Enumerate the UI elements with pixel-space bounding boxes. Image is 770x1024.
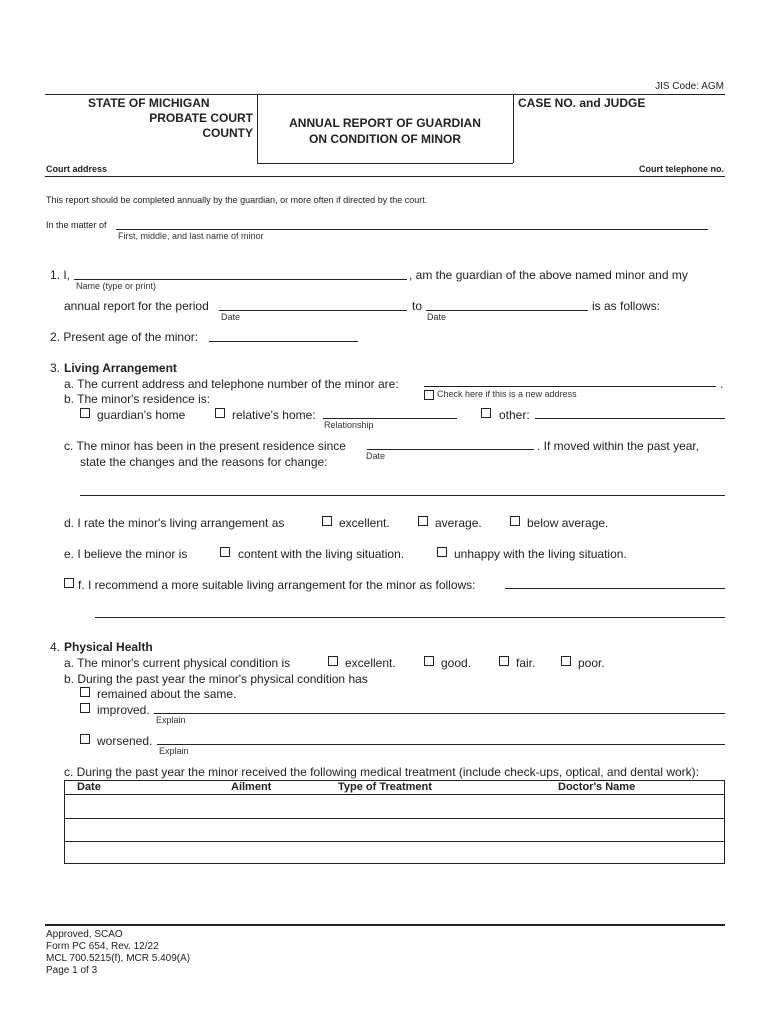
header-divider [257,94,258,163]
guardian-name-field[interactable] [74,279,407,280]
instruction-text: This report should be completed annually by the guardian, or more often if directed by the court. [46,195,428,205]
guardian-name-caption: Name (type or print) [76,281,157,291]
follows-label: is as follows: [592,299,661,313]
worsened-explain-caption: Explain [159,746,189,756]
col-header-treatment: Type of Treatment [338,781,432,793]
item3a-period: . [720,377,724,391]
to-label: to [412,299,423,313]
health-fair-label: fair. [516,656,536,670]
item2-label: 2. Present age of the minor: [50,330,199,344]
item4b-label: b. During the past year the minor's physical condition has [64,672,368,686]
form-title [262,115,508,147]
item3-heading: Living Arrangement [64,361,177,375]
minor-name-caption: First, middle, and last name of minor [118,231,264,241]
arrangement-excellent-checkbox[interactable] [322,516,332,526]
item4-heading-num: 4. [50,640,61,654]
item4c-label: c. During the past year the minor received the following medical treatment (include check-ups, optical, and dental work): [64,765,699,779]
court-county: COUNTY [202,126,253,140]
worsened-explain-field[interactable] [157,744,725,745]
item3d-label: d. I rate the minor's living arrangement as [64,516,285,530]
improved-label: improved. [97,703,150,717]
content-checkbox[interactable] [220,547,230,557]
table-row[interactable] [65,819,724,841]
col-header-doctor: Doctor's Name [558,781,636,793]
item3a-label: a. The current address and telephone number of the minor are: [64,377,399,391]
item3c-line2: state the changes and the reasons for change: [80,455,328,469]
item3c-label: c. The minor has been in the present residence since [64,439,346,453]
table-row[interactable] [65,842,724,863]
jis-code: JIS Code: AGM [655,81,724,92]
court-state: STATE OF MICHIGAN [88,96,210,110]
case-no-label: CASE NO. and JUDGE [518,96,646,110]
other-residence-checkbox[interactable] [481,408,491,418]
form-title-line2: ON CONDITION OF MINOR [309,132,461,146]
residence-since-caption: Date [366,451,386,461]
footer-approved: Approved, SCAO [46,929,123,940]
other-residence-field[interactable] [535,418,725,419]
footer-rule [45,924,725,926]
header-top-rule [45,94,725,95]
medical-treatment-table [64,780,725,864]
health-good-checkbox[interactable] [424,656,434,666]
health-excellent-checkbox[interactable] [328,656,338,666]
other-residence-label: other: [499,408,530,422]
header-bottom-rule [257,163,513,164]
footer-citation: MCL 700.5215(f), MCR 5.409(A) [46,953,191,964]
relationship-field[interactable] [323,418,457,419]
period-end-caption: Date [427,312,447,322]
item3e-label: e. I believe the minor is [64,547,188,561]
recommend-field-line1[interactable] [505,588,725,589]
period-start-caption: Date [221,312,241,322]
item4-heading: Physical Health [64,640,153,654]
arrangement-average-label: average. [435,516,482,530]
relationship-caption: Relationship [324,420,374,430]
form-title-line1: ANNUAL REPORT OF GUARDIAN [289,116,481,130]
same-label: remained about the same. [97,687,237,701]
recommend-arrangement-checkbox[interactable] [64,578,74,588]
col-header-date: Date [77,781,101,793]
health-poor-checkbox[interactable] [561,656,571,666]
arrangement-excellent-label: excellent. [339,516,390,530]
improved-explain-caption: Explain [156,715,186,725]
item4a-label: a. The minor's current physical condition is [64,656,291,670]
unhappy-checkbox[interactable] [437,547,447,557]
residence-changes-field[interactable] [80,495,725,496]
arrangement-below-average-checkbox[interactable] [510,516,520,526]
guardian-home-checkbox[interactable] [80,408,90,418]
minor-address-field[interactable] [424,386,716,387]
arrangement-average-checkbox[interactable] [418,516,428,526]
item1-suffix: , am the guardian of the above named minor and my [409,268,688,282]
improved-checkbox[interactable] [80,703,90,713]
item3-heading-num: 3. [50,361,61,375]
same-checkbox[interactable] [80,687,90,697]
health-excellent-label: excellent. [345,656,396,670]
new-address-label: Check here if this is a new address [437,389,577,399]
improved-explain-field[interactable] [154,713,725,714]
court-address-rule [45,176,725,177]
worsened-label: worsened. [97,734,153,748]
health-fair-checkbox[interactable] [499,656,509,666]
health-poor-label: poor. [578,656,605,670]
health-good-label: good. [441,656,472,670]
header-divider [513,94,514,163]
item3b-label: b. The minor's residence is: [64,392,211,406]
period-start-field[interactable] [219,310,407,311]
recommend-field-line2[interactable] [95,617,725,618]
relative-home-checkbox[interactable] [215,408,225,418]
worsened-checkbox[interactable] [80,734,90,744]
item1-prefix: 1. I, [50,268,71,282]
table-row[interactable] [65,795,724,817]
court-name: PROBATE COURT [149,111,253,125]
item3c-suffix: . If moved within the past year, [537,439,700,453]
item3f-label: f. I recommend a more suitable living arrangement for the minor as follows: [78,578,476,592]
minor-name-field[interactable] [116,229,708,230]
relative-home-label: relative's home: [232,408,316,422]
court-block [45,96,253,141]
content-label: content with the living situation. [238,547,405,561]
court-phone-label: Court telephone no. [639,164,724,174]
new-address-checkbox[interactable] [424,390,434,400]
matter-label: In the matter of [46,220,107,230]
minor-age-field[interactable] [209,341,358,342]
footer-page: Page 1 of 3 [46,965,98,976]
period-end-field[interactable] [426,310,588,311]
arrangement-below-average-label: below average. [527,516,609,530]
unhappy-label: unhappy with the living situation. [454,547,627,561]
residence-since-field[interactable] [367,449,534,450]
period-label: annual report for the period [64,299,209,313]
col-header-ailment: Ailment [231,781,272,793]
footer-block [46,929,190,977]
court-address-label: Court address [46,164,108,174]
guardian-home-label: guardian's home [97,408,186,422]
footer-form-number: Form PC 654, Rev. 12/22 [46,941,159,952]
